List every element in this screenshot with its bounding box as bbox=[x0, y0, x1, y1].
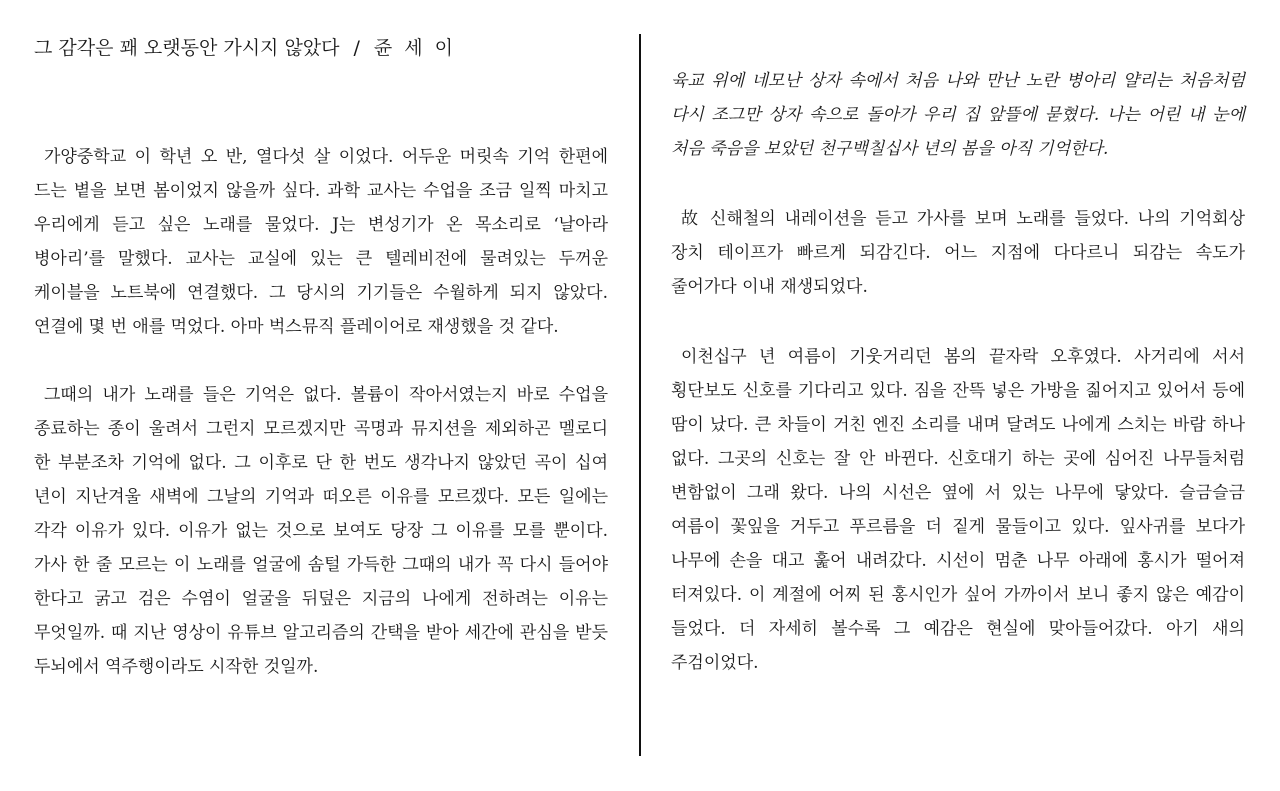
title-separator: / bbox=[353, 37, 360, 59]
left-column bbox=[34, 140, 608, 684]
author-name: 쥰세이 bbox=[373, 37, 465, 59]
essay-title: 그 감각은 꽤 오랫동안 가시지 않았다 bbox=[34, 37, 340, 59]
right-column bbox=[671, 64, 1245, 680]
paragraph: 가양중학교 이 학년 오 반, 열다섯 살 이었다. 어두운 머릿속 기억 한편에 드는 볕을 보면 봄이었지 않을까 싶다. 과학 교사는 수업을 조금 일찍 마치고 우리에게 듣고 싶은 노래를 물었다. J는 변성기가 온 목소리로 ‘날아라 병아리’를 말했다. 교사는 교실에 있는 큰 텔레비전에 물려있는 두꺼운 케이블을 노트북에 연결했다. 그 당시의 기기들은 수월하게 되지 않았다. 연결에 몇 번 애를 먹었다. 아마 벅스뮤직 플레이어로 재생했을 것 같다. bbox=[34, 147, 608, 337]
page-title bbox=[34, 34, 465, 62]
column-divider bbox=[639, 34, 641, 756]
paragraph: 이천십구 년 여름이 기웃거리던 봄의 끝자락 오후였다. 사거리에 서서 횡단보도 신호를 기다리고 있다. 짐을 잔뜩 넣은 가방을 짊어지고 있어서 등에 땀이 났다. 큰 차들이 거친 엔진 소리를 내며 달려도 나에게 스치는 바람 하나 없다. 그곳의 신호는 잘 안 바뀐다. 신호대기 하는 곳에 심어진 나무들처럼 변함없이 그래 왔다. 나의 시선은 옆에 서 있는 나무에 닿았다. 슬금슬금 여름이 꽃잎을 거두고 푸르름을 더 짙게 물들이고 있다. 잎사귀를 보다가 나무에 손을 대고 훑어 내려갔다. 시선이 멈춘 나무 아래에 홍시가 떨어져 터져있다. 이 계절에 어찌 된 홍시인가 싶어 가까이서 보니 좋지 않은 예감이 들었다. 더 자세히 볼수록 그 예감은 현실에 맞아들어갔다. 아기 새의 주검이었다. bbox=[671, 347, 1245, 673]
paragraph: 故 신해철의 내레이션을 듣고 가사를 보며 노래를 들었다. 나의 기억회상 장치 테이프가 빠르게 되감긴다. 어느 지점에 다다르니 되감는 속도가 줄어가다 이내 재생되었다. bbox=[671, 209, 1245, 297]
paragraph: 그때의 내가 노래를 들은 기억은 없다. 볼륨이 작아서였는지 바로 수업을 종료하는 종이 울려서 그런지 모르겠지만 곡명과 뮤지션을 제외하곤 멜로디 한 부분조차 기억에 없다. 그 이후로 단 한 번도 생각나지 않았던 곡이 십여 년이 지난겨울 새벽에 그날의 기억과 떠오른 이유를 모르겠다. 모든 일에는 각각 이유가 있다. 이유가 없는 것으로 보여도 당장 그 이유를 모를 뿐이다. 가사 한 줄 모르는 이 노래를 얼굴에 솜털 가득한 그때의 내가 꼭 다시 들어야 한다고 굵고 검은 수염이 얼굴을 뒤덮은 지금의 나에게 전하려는 이유는 무엇일까. 때 지난 영상이 유튜브 알고리즘의 간택을 받아 세간에 관심을 받듯 두뇌에서 역주행이라도 시작한 것일까. bbox=[34, 385, 608, 677]
quoted-lyrics-paragraph: 육교 위에 네모난 상자 속에서 처음 나와 만난 노란 병아리 얄리는 처음처럼 다시 조그만 상자 속으로 돌아가 우리 집 앞뜰에 묻혔다. 나는 어린 내 눈에 처음 죽음을 보았던 천구백칠십사 년의 봄을 아직 기억한다. bbox=[671, 71, 1245, 159]
